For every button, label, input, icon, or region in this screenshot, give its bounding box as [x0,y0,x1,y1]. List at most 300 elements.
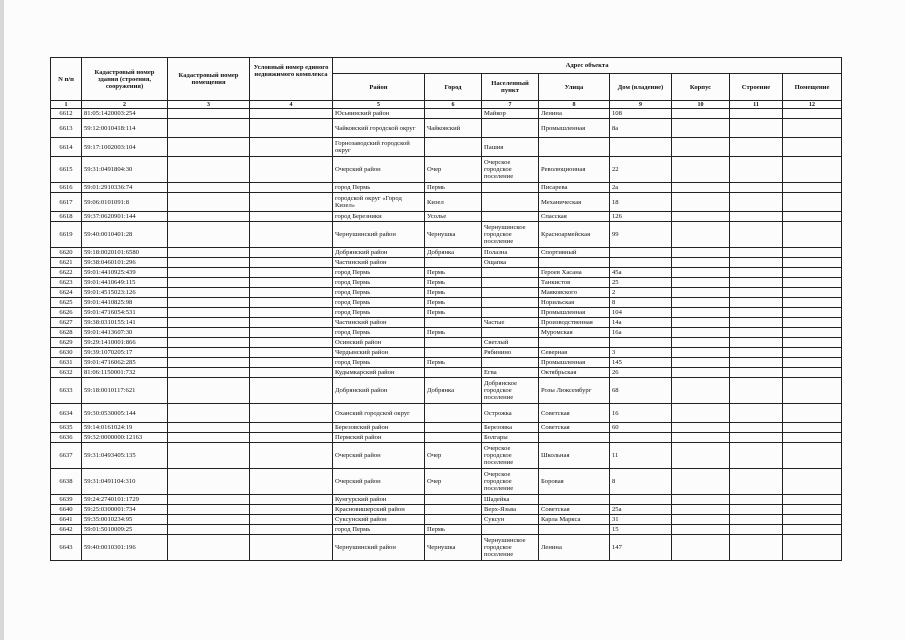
objects-table [50,57,842,561]
row-number-cell: 6626 [51,308,82,318]
room-cell [783,183,842,193]
settlement-cell: Егва [482,368,539,378]
scan-edge [0,0,4,640]
building-cadastral-number-cell: 59:31:0491104:310 [82,469,168,495]
col-header-room: Помещение [783,74,842,101]
street-cell: Советская [539,404,610,423]
settlement-cell: Очерское городское поселение [482,469,539,495]
room-cell [783,358,842,368]
table-row [51,138,842,157]
room-cadastral-number-cell [168,535,250,561]
settlement-cell: Майкор [482,109,539,119]
room-cadastral-number-cell [168,423,250,433]
room-cell [783,515,842,525]
row-number-cell: 6630 [51,348,82,358]
building-cell [672,404,730,423]
complex-number-cell [250,328,333,338]
city-cell: Пермь [425,358,482,368]
room-cadastral-number-cell [168,338,250,348]
row-number-cell: 6636 [51,433,82,443]
building-cell [672,348,730,358]
structure-cell [730,318,783,328]
city-cell [425,338,482,348]
building-cell [672,109,730,119]
city-cell: Пермь [425,268,482,278]
building-cell [672,248,730,258]
complex-number-cell [250,358,333,368]
settlement-cell [482,288,539,298]
complex-number-cell [250,423,333,433]
room-cell [783,157,842,183]
structure-cell [730,288,783,298]
settlement-cell: Острожка [482,404,539,423]
row-number-cell: 6622 [51,268,82,278]
row-number-cell: 6637 [51,443,82,469]
street-cell: Боровая [539,469,610,495]
table-row [51,433,842,443]
row-number-cell: 6639 [51,495,82,505]
house-cell [610,433,672,443]
street-cell: Красноармейская [539,222,610,248]
house-cell: 126 [610,212,672,222]
structure-cell [730,378,783,404]
building-cell [672,298,730,308]
complex-number-cell [250,368,333,378]
street-cell [539,525,610,535]
settlement-cell: Верх-Язьва [482,505,539,515]
street-cell [539,495,610,505]
house-cell: 31 [610,515,672,525]
house-cell: 26 [610,368,672,378]
row-number-cell: 6627 [51,318,82,328]
col-header-complex-number: Условный номер единого недвижимого комплекса [250,58,333,101]
room-cadastral-number-cell [168,119,250,138]
row-number-cell: 6624 [51,288,82,298]
house-cell: 45а [610,268,672,278]
building-cadastral-number-cell: 59:24:2740101:1729 [82,495,168,505]
building-cell [672,183,730,193]
building-cadastral-number-cell: 59:12:0010418:114 [82,119,168,138]
complex-number-cell [250,308,333,318]
city-cell: Чернушка [425,222,482,248]
street-cell: Советская [539,423,610,433]
room-cell [783,109,842,119]
street-cell: Производственная [539,318,610,328]
district-cell: Оханский городской округ [333,404,425,423]
room-cell [783,258,842,268]
building-cadastral-number-cell: 59:18:0010117:621 [82,378,168,404]
table-row [51,505,842,515]
structure-cell [730,138,783,157]
room-cell [783,212,842,222]
complex-number-cell [250,338,333,348]
room-cadastral-number-cell [168,288,250,298]
room-cadastral-number-cell [168,348,250,358]
structure-cell [730,423,783,433]
district-cell: город Пермь [333,183,425,193]
city-cell: Добрянка [425,248,482,258]
district-cell: Частинский район [333,258,425,268]
street-cell: Промышленная [539,119,610,138]
settlement-cell: Березовка [482,423,539,433]
district-cell: город Березники [333,212,425,222]
row-number-cell: 6641 [51,515,82,525]
street-cell: Северная [539,348,610,358]
district-cell: Чердынский район [333,348,425,358]
complex-number-cell [250,469,333,495]
table-row [51,288,842,298]
complex-number-cell [250,535,333,561]
city-cell: Кизел [425,193,482,212]
building-cell [672,495,730,505]
room-cadastral-number-cell [168,318,250,328]
table-row [51,157,842,183]
district-cell: Горнозаводский городской округ [333,138,425,157]
building-cell [672,328,730,338]
building-cell [672,515,730,525]
building-cell [672,308,730,318]
district-cell: город Пермь [333,268,425,278]
row-number-cell: 6633 [51,378,82,404]
row-number-cell: 6612 [51,109,82,119]
building-cadastral-number-cell: 59:25:0300001:734 [82,505,168,515]
table-row [51,338,842,348]
street-cell: Танкистов [539,278,610,288]
house-cell: 99 [610,222,672,248]
structure-cell [730,368,783,378]
col-header-address: Адрес объекта [333,58,842,74]
city-cell: Чайковский [425,119,482,138]
table-row [51,248,842,258]
building-cell [672,157,730,183]
room-cadastral-number-cell [168,109,250,119]
district-cell: Березовский район [333,423,425,433]
column-number: 1 [51,101,82,109]
settlement-cell: Шадейка [482,495,539,505]
row-number-cell: 6614 [51,138,82,157]
city-cell: Пермь [425,308,482,318]
complex-number-cell [250,157,333,183]
street-cell: Норильская [539,298,610,308]
structure-cell [730,157,783,183]
col-header-room-cadastral: Кадастровый номер помещения [168,58,250,101]
building-cell [672,433,730,443]
building-cadastral-number-cell: 59:40:0010401:28 [82,222,168,248]
city-cell: Очер [425,157,482,183]
street-cell [539,338,610,348]
street-cell: Советская [539,505,610,515]
col-header-district: Район [333,74,425,101]
house-cell [610,138,672,157]
street-cell: Спасская [539,212,610,222]
building-cell [672,318,730,328]
structure-cell [730,109,783,119]
table-row [51,328,842,338]
col-header-structure: Строение [730,74,783,101]
room-cadastral-number-cell [168,368,250,378]
street-cell: Ленина [539,535,610,561]
street-cell [539,258,610,268]
building-cell [672,212,730,222]
room-cadastral-number-cell [168,505,250,515]
settlement-cell [482,193,539,212]
structure-cell [730,248,783,258]
settlement-cell: Пашия [482,138,539,157]
column-number: 3 [168,101,250,109]
column-number: 8 [539,101,610,109]
col-header-street: Улица [539,74,610,101]
row-number-cell: 6613 [51,119,82,138]
table-row [51,443,842,469]
house-cell: 15 [610,525,672,535]
complex-number-cell [250,404,333,423]
district-cell: Очерский район [333,443,425,469]
room-cell [783,248,842,258]
row-number-cell: 6618 [51,212,82,222]
table-row [51,535,842,561]
complex-number-cell [250,495,333,505]
column-number: 2 [82,101,168,109]
row-number-cell: 6616 [51,183,82,193]
column-number: 9 [610,101,672,109]
room-cadastral-number-cell [168,308,250,318]
room-cell [783,535,842,561]
room-cadastral-number-cell [168,378,250,404]
building-cell [672,469,730,495]
building-cadastral-number-cell: 59:01:4515023:126 [82,288,168,298]
room-cadastral-number-cell [168,248,250,258]
settlement-cell: Полазна [482,248,539,258]
structure-cell [730,348,783,358]
building-cadastral-number-cell: 59:01:2910336:74 [82,183,168,193]
table-row [51,298,842,308]
column-number: 10 [672,101,730,109]
house-cell [610,495,672,505]
room-cell [783,423,842,433]
structure-cell [730,308,783,318]
room-cell [783,348,842,358]
building-cadastral-number-cell: 81:06:1150001:732 [82,368,168,378]
city-cell: Усолье [425,212,482,222]
city-cell [425,433,482,443]
room-cell [783,328,842,338]
district-cell: город Пермь [333,358,425,368]
street-cell: Промышленная [539,358,610,368]
table-row [51,515,842,525]
room-cadastral-number-cell [168,515,250,525]
row-number-cell: 6643 [51,535,82,561]
table-row [51,348,842,358]
room-cell [783,469,842,495]
structure-cell [730,469,783,495]
district-cell: город Пермь [333,328,425,338]
room-cell [783,318,842,328]
building-cadastral-number-cell: 59:30:0530005:144 [82,404,168,423]
table-row [51,278,842,288]
room-cell [783,368,842,378]
city-cell [425,318,482,328]
row-number-cell: 6619 [51,222,82,248]
col-header-city: Город [425,74,482,101]
room-cadastral-number-cell [168,433,250,443]
room-cadastral-number-cell [168,358,250,368]
table-row [51,358,842,368]
room-cadastral-number-cell [168,183,250,193]
settlement-cell: Очерское городское поселение [482,443,539,469]
row-number-cell: 6623 [51,278,82,288]
city-cell [425,109,482,119]
district-cell: Пермский район [333,433,425,443]
building-cadastral-number-cell: 59:31:0491804:30 [82,157,168,183]
house-cell: 68 [610,378,672,404]
city-cell: Чернушка [425,535,482,561]
column-number: 5 [333,101,425,109]
building-cadastral-number-cell: 59:06:0101091:8 [82,193,168,212]
building-cell [672,368,730,378]
building-cadastral-number-cell: 59:39:1070205:17 [82,348,168,358]
street-cell: Розы Люксембург [539,378,610,404]
structure-cell [730,222,783,248]
table-row [51,495,842,505]
row-number-cell: 6631 [51,358,82,368]
room-cadastral-number-cell [168,469,250,495]
settlement-cell: Чернушинское городское поселение [482,222,539,248]
complex-number-cell [250,433,333,443]
street-cell: Ленина [539,109,610,119]
house-cell [610,248,672,258]
room-cell [783,298,842,308]
street-cell: Механическая [539,193,610,212]
house-cell: 16а [610,328,672,338]
city-cell: Пермь [425,328,482,338]
city-cell [425,138,482,157]
house-cell: 108 [610,109,672,119]
column-number: 4 [250,101,333,109]
table-row [51,423,842,433]
building-cell [672,193,730,212]
street-cell: Муромская [539,328,610,338]
room-cadastral-number-cell [168,268,250,278]
settlement-cell: Суксун [482,515,539,525]
room-cadastral-number-cell [168,495,250,505]
district-cell: Кудымкарский район [333,368,425,378]
complex-number-cell [250,378,333,404]
table-row [51,222,842,248]
structure-cell [730,298,783,308]
room-cell [783,338,842,348]
city-cell: Пермь [425,288,482,298]
structure-cell [730,193,783,212]
house-cell: 16 [610,404,672,423]
row-number-cell: 6635 [51,423,82,433]
column-number: 11 [730,101,783,109]
settlement-cell [482,525,539,535]
complex-number-cell [250,222,333,248]
building-cell [672,358,730,368]
city-cell [425,505,482,515]
house-cell: 3 [610,348,672,358]
building-cadastral-number-cell: 59:01:4716054:531 [82,308,168,318]
complex-number-cell [250,268,333,278]
complex-number-cell [250,183,333,193]
room-cadastral-number-cell [168,443,250,469]
structure-cell [730,505,783,515]
complex-number-cell [250,193,333,212]
table-row [51,404,842,423]
room-cell [783,433,842,443]
settlement-cell: Светлый [482,338,539,348]
complex-number-cell [250,138,333,157]
building-cadastral-number-cell: 59:32:0000000:12163 [82,433,168,443]
row-number-cell: 6634 [51,404,82,423]
city-cell: Добрянка [425,378,482,404]
settlement-cell: Чернушинское городское поселение [482,535,539,561]
complex-number-cell [250,248,333,258]
complex-number-cell [250,515,333,525]
room-cadastral-number-cell [168,278,250,288]
room-cadastral-number-cell [168,157,250,183]
room-cadastral-number-cell [168,328,250,338]
city-cell [425,495,482,505]
building-cadastral-number-cell: 81:05:1420003:254 [82,109,168,119]
structure-cell [730,433,783,443]
row-number-cell: 6615 [51,157,82,183]
district-cell: Чайковский городской округ [333,119,425,138]
street-cell: Маяковского [539,288,610,298]
room-cell [783,495,842,505]
city-cell: Пермь [425,278,482,288]
district-cell: Чернушинский район [333,535,425,561]
building-cadastral-number-cell: 59:01:4410825:98 [82,298,168,308]
settlement-cell: Добрянское городское поселение [482,378,539,404]
structure-cell [730,515,783,525]
building-cell [672,268,730,278]
district-cell: Юсьвинский район [333,109,425,119]
room-cell [783,378,842,404]
city-cell [425,404,482,423]
table-row [51,109,842,119]
complex-number-cell [250,505,333,515]
header-row-1 [51,58,842,74]
row-number-cell: 6638 [51,469,82,495]
building-cell [672,288,730,298]
building-cell [672,119,730,138]
building-cell [672,278,730,288]
table-row [51,119,842,138]
city-cell: Очер [425,469,482,495]
structure-cell [730,212,783,222]
house-cell [610,338,672,348]
city-cell [425,423,482,433]
settlement-cell [482,278,539,288]
house-cell: 8 [610,469,672,495]
row-number-cell: 6620 [51,248,82,258]
room-cell [783,505,842,515]
complex-number-cell [250,212,333,222]
table-row [51,212,842,222]
room-cadastral-number-cell [168,258,250,268]
structure-cell [730,404,783,423]
col-header-house: Дом (владение) [610,74,672,101]
house-cell: 18 [610,193,672,212]
row-number-cell: 6632 [51,368,82,378]
structure-cell [730,525,783,535]
row-number-cell: 6625 [51,298,82,308]
structure-cell [730,338,783,348]
house-cell: 25 [610,278,672,288]
district-cell: город Пермь [333,525,425,535]
building-cell [672,378,730,404]
